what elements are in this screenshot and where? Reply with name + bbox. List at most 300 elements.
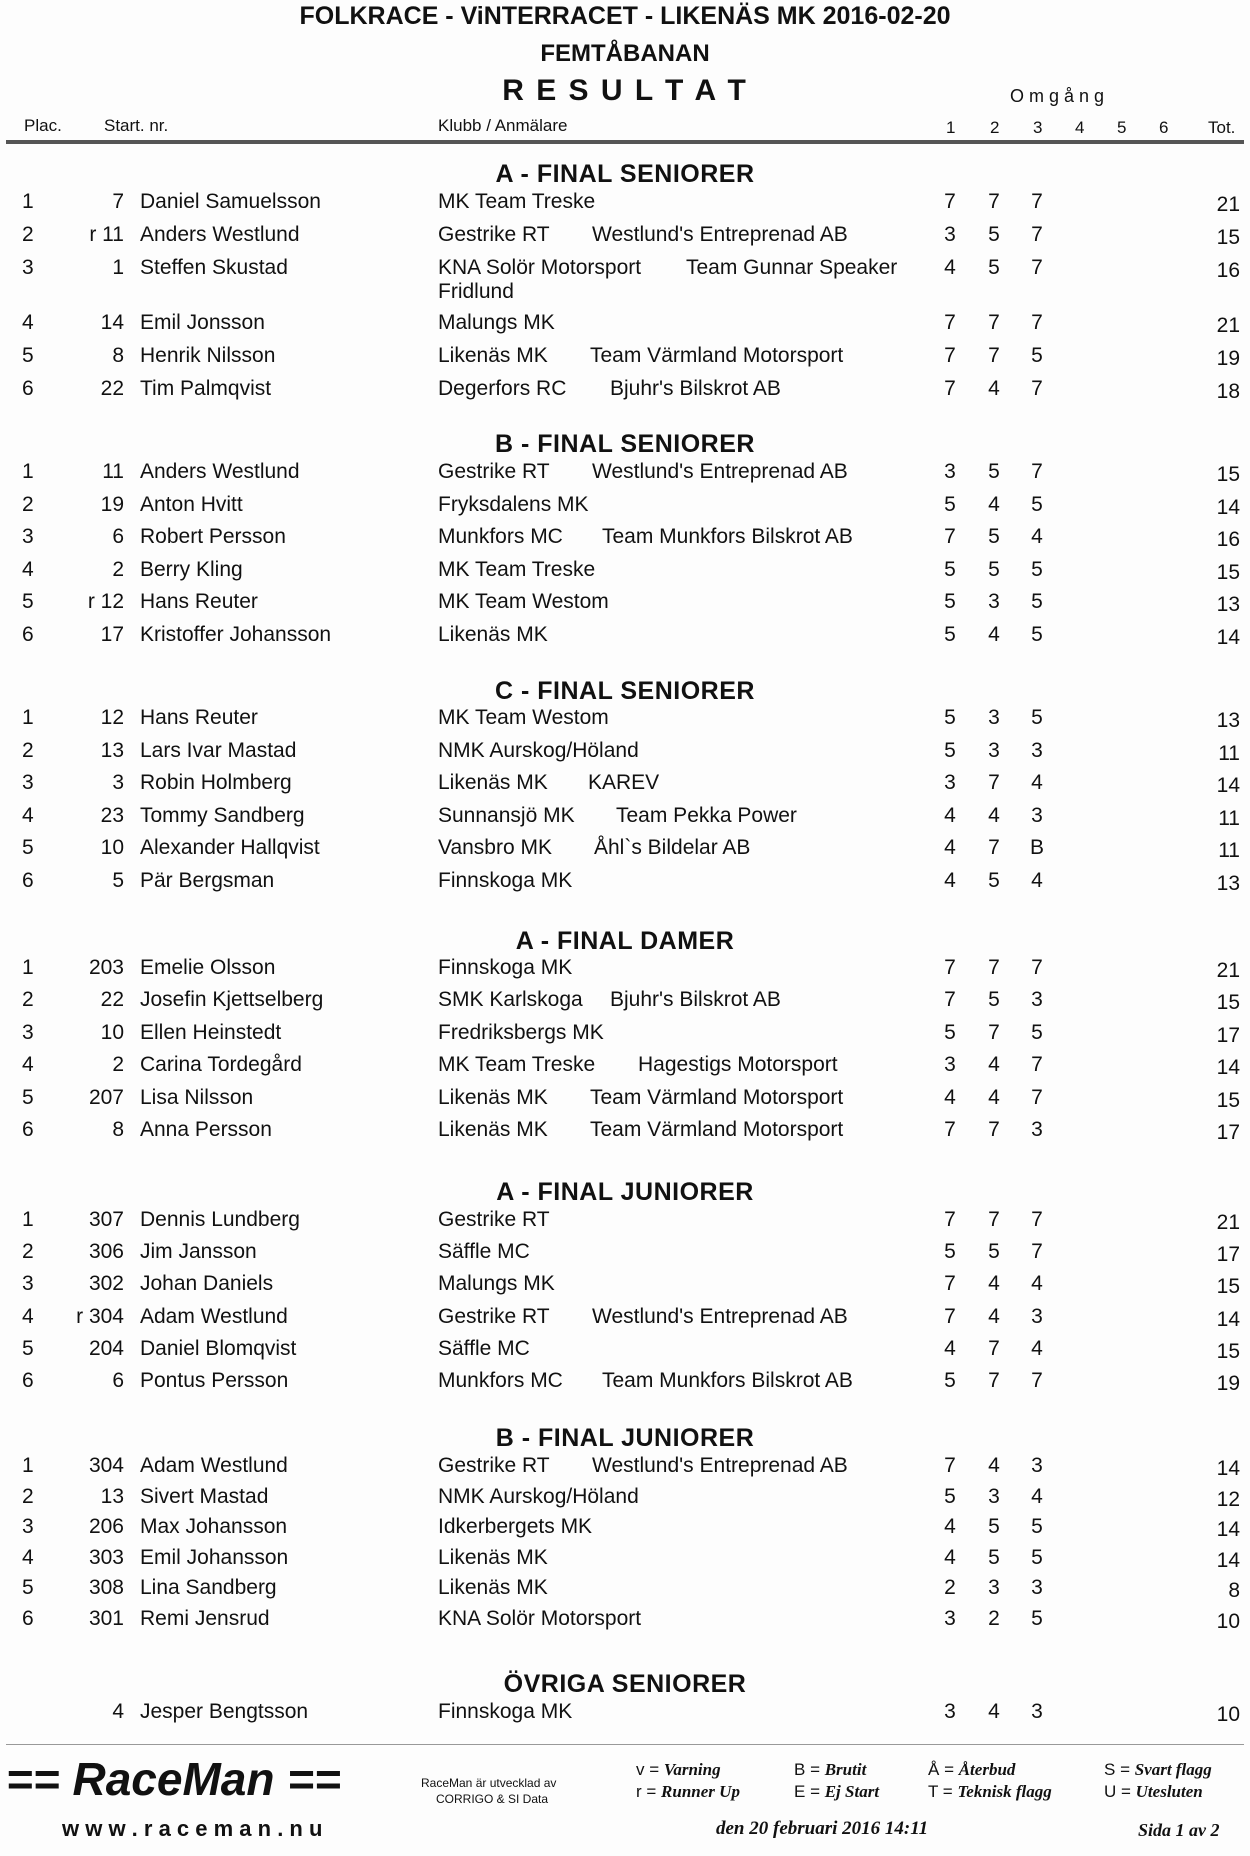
start-number: 306 [88,1240,124,1264]
start-number: 19 [100,492,124,516]
round-3-score: 5 [1031,706,1043,729]
driver-name: Anders Westlund [140,223,300,246]
total-score: 11 [1218,741,1240,765]
legend-svart-flagg: S = Svart flagg [1104,1760,1212,1779]
team-name: Team Munkfors Bilskrot AB [602,525,853,549]
driver-name: Robert Persson [140,525,286,549]
placement: 3 [22,1272,34,1296]
club-name: Finnskoga MK [438,956,573,979]
total-score: 8 [1228,1579,1240,1602]
driver-name: Emelie Olsson [140,956,276,979]
legend-aterbud: Å = Återbud [928,1760,1016,1779]
start-number: 23 [100,803,124,827]
total-score: 14 [1216,774,1240,798]
round-2-score: 7 [988,1118,1000,1141]
col-start: Start. nr. [104,116,169,135]
placement: 6 [22,377,34,400]
club-name: Munkfors MC [438,1369,563,1392]
round-2-score: 4 [988,803,1000,827]
placement: 5 [22,1085,34,1109]
round-2-score: 5 [988,988,1000,1012]
round-1-score: 7 [944,1208,956,1231]
driver-name: Daniel Blomqvist [140,1336,297,1360]
result-row [0,771,1250,801]
total-score: 10 [1216,1609,1240,1633]
round-2-score: 5 [988,1515,1000,1538]
col-total: Tot. [1208,118,1236,137]
start-number: 3 [112,771,124,795]
total-score: 11 [1218,806,1240,830]
club-name: Säffle MC [438,1336,530,1360]
club-name: Sunnansjö MK [438,803,575,827]
placement: 2 [22,223,34,246]
driver-name: Alexander Hallqvist [140,836,320,860]
round-3-score: 3 [1031,1304,1043,1328]
round-3-score: 5 [1031,1020,1043,1044]
result-row [0,256,1250,303]
driver-name: Pär Bergsman [140,869,275,892]
club-name: Degerfors RC [438,377,567,400]
driver-name: Berry Kling [140,557,243,581]
driver-name: Lars Ivar Mastad [140,738,297,762]
total-score: 17 [1216,1243,1240,1267]
round-1-score: 4 [944,256,956,279]
driver-name: Lina Sandberg [140,1576,277,1599]
round-1-score: 7 [944,1454,956,1477]
placement: 4 [22,311,34,334]
start-number: 10 [100,836,124,860]
round-3-score: 7 [1031,460,1043,483]
round-2-score: 4 [988,1454,1000,1477]
placement: 6 [22,623,34,646]
result-row [0,1240,1250,1270]
placement: 6 [22,1369,34,1392]
start-number: 308 [88,1576,124,1599]
placement: 5 [22,836,34,860]
placement: 6 [22,869,34,892]
round-1-score: 5 [944,706,956,729]
driver-name: Robin Holmberg [140,771,292,795]
start-number: 203 [88,956,124,979]
col-club: Klubb / Anmälare [438,116,568,135]
driver-name: Hans Reuter [140,590,258,614]
total-score: 13 [1216,709,1240,732]
developer-line-1: RaceMan är utvecklad av [421,1776,557,1790]
result-row [0,344,1250,374]
result-row [0,590,1250,620]
driver-name: Pontus Persson [140,1369,289,1392]
total-score: 16 [1216,259,1240,282]
driver-name: Jesper Bengtsson [140,1700,309,1723]
start-number: 301 [88,1606,124,1630]
round-2-score: 4 [988,1272,1000,1296]
result-row [0,525,1250,555]
result-row [0,706,1250,736]
result-row [0,1700,1250,1730]
driver-name: Adam Westlund [140,1454,288,1477]
club-name: Likenäs MK [438,623,548,646]
round-2-score: 2 [988,1606,1000,1630]
start-number: 14 [100,311,124,334]
section-heading: ÖVRIGA SENIORER [503,1670,747,1698]
round-3-score: 7 [1031,1085,1043,1109]
driver-name: Kristoffer Johansson [140,623,332,646]
round-3-score: 4 [1031,1484,1043,1508]
start-number: 17 [100,623,124,646]
club-name: Munkfors MC [438,525,563,549]
club-name: KNA Solör Motorsport [438,1606,642,1630]
round-3-score: 4 [1031,1336,1043,1360]
round-2-score: 4 [988,1085,1000,1109]
round-2-score: 5 [988,525,1000,549]
round-1-score: 4 [944,836,956,860]
round-1-score: 5 [944,1240,956,1264]
team-name: Team Munkfors Bilskrot AB [602,1369,853,1392]
placement: 5 [22,590,34,614]
round-1-score: 7 [944,377,956,400]
club-name: Likenäs MK [438,1118,548,1141]
round-3-score: 3 [1031,738,1043,762]
round-1-score: 7 [944,525,956,549]
round-1-score: 5 [944,557,956,581]
driver-name: Tim Palmqvist [140,377,272,400]
club-name: MK Team Westom [438,706,609,729]
result-row [0,1086,1250,1116]
driver-name: Henrik Nilsson [140,344,276,367]
round-2-score: 4 [988,1053,1000,1077]
total-score: 13 [1216,593,1240,617]
round-3-score: 3 [1031,1700,1043,1723]
print-date: den 20 februari 2016 14:11 [716,1818,929,1839]
club-name: Gestrike RT [438,1304,550,1328]
club-name: MK Team Treske [438,190,596,213]
round-2-score: 4 [988,377,1000,400]
placement: 3 [22,256,34,279]
round-2-score: 7 [988,1369,1000,1392]
col-round-1: 1 [946,118,956,137]
team-name: Team Värmland Motorsport [590,1118,844,1141]
round-3-score: 3 [1031,1576,1043,1599]
round-1-score: 7 [944,344,956,367]
total-score: 21 [1216,314,1240,337]
round-1-score: 4 [944,1336,956,1360]
driver-name: Ellen Heinstedt [140,1020,282,1044]
col-round-6: 6 [1159,118,1169,137]
placement: 4 [22,557,34,581]
start-number: 206 [88,1515,124,1538]
start-number: 10 [100,1020,124,1044]
round-1-score: 7 [944,311,956,334]
round-1-score: 5 [944,623,956,646]
driver-name: Carina Tordegård [140,1053,302,1077]
total-score: 18 [1216,380,1240,403]
legend-teknisk-flagg: T = Teknisk flagg [928,1782,1052,1801]
club-name: Likenäs MK [438,1085,548,1109]
start-number: 22 [100,377,124,400]
round-2-score: 7 [988,1336,1000,1360]
driver-name: Emil Johansson [140,1545,289,1569]
club-name: Gestrike RT [438,1208,550,1231]
start-number: 307 [88,1208,124,1231]
round-1-score: 4 [944,803,956,827]
driver-name: Remi Jensrud [140,1606,270,1630]
round-2-score: 7 [988,836,1000,860]
placement: 4 [22,1545,34,1569]
total-score: 17 [1216,1121,1240,1144]
result-row [0,739,1250,769]
placement: 2 [22,1484,34,1508]
result-row [0,988,1250,1018]
total-score: 16 [1216,528,1240,552]
club-name: Gestrike RT [438,460,550,483]
round-3-score: 7 [1031,1208,1043,1231]
club-name: Likenäs MK [438,1576,548,1599]
result-row [0,1546,1250,1576]
start-number: 302 [88,1272,124,1296]
driver-name: Jim Jansson [140,1240,257,1264]
result-row [0,558,1250,588]
placement: 2 [22,492,34,516]
club-name: Idkerbergets MK [438,1515,593,1538]
developer-line-2: CORRIGO & SI Data [436,1792,549,1806]
round-2-score: 5 [988,460,1000,483]
result-row [0,1607,1250,1637]
result-row [0,377,1250,407]
result-row [0,1369,1250,1399]
club-name: Likenäs MK [438,344,548,367]
round-3-score: 5 [1031,590,1043,614]
round-1-score: 4 [944,1515,956,1538]
round-3-score: 7 [1031,223,1043,246]
result-row [0,1272,1250,1302]
team-name: Team Gunnar Speaker [686,256,898,279]
round-3-score: 3 [1031,803,1043,827]
round-3-score: 7 [1031,1240,1043,1264]
total-score: 15 [1216,226,1240,249]
round-1-score: 5 [944,492,956,516]
round-2-score: 3 [988,1484,1000,1508]
round-1-score: 7 [944,956,956,979]
legend-runner-up: r = Runner Up [636,1782,740,1801]
placement: 3 [22,1515,34,1538]
round-3-score: 4 [1031,771,1043,795]
result-row [0,869,1250,899]
round-3-score: 3 [1031,1454,1043,1477]
driver-name: Daniel Samuelsson [140,190,321,213]
round-2-score: 7 [988,956,1000,979]
placement: 1 [22,1454,34,1477]
round-1-score: 3 [944,223,956,246]
round-2-score: 7 [988,771,1000,795]
placement: 6 [22,1606,34,1630]
result-row [0,956,1250,986]
round-3-score: 7 [1031,1053,1043,1077]
total-score: 21 [1216,1211,1240,1234]
round-1-score: 5 [944,738,956,762]
total-score: 14 [1216,1307,1240,1331]
total-score: 19 [1216,1372,1240,1395]
placement: 5 [22,1576,34,1599]
round-2-score: 3 [988,590,1000,614]
driver-name: Anders Westlund [140,460,300,483]
round-2-score: 3 [988,1576,1000,1599]
team-name: Westlund's Entreprenad AB [592,1454,848,1477]
total-score: 14 [1216,495,1240,519]
start-number: 13 [100,1484,124,1508]
start-number: 8 [112,344,124,367]
result-row [0,623,1250,653]
total-score: 10 [1216,1703,1240,1726]
round-1-score: 7 [944,1118,956,1141]
total-score: 15 [1216,1275,1240,1299]
round-3-score: 3 [1031,988,1043,1012]
placement: 3 [22,771,34,795]
total-score: 13 [1216,872,1240,895]
start-number: 304 [88,1454,124,1477]
round-2-score: 7 [988,190,1000,213]
placement: 1 [22,1208,34,1231]
placement: 4 [22,803,34,827]
club-name: SMK Karlskoga [438,988,583,1012]
start-number: r 304 [76,1304,124,1328]
team-name: Team Värmland Motorsport [590,344,844,367]
total-score: 14 [1216,626,1240,649]
driver-name: Tommy Sandberg [140,803,305,827]
round-1-score: 4 [944,869,956,892]
placement: 5 [22,344,34,367]
raceman-url[interactable]: w w w . r a c e m a n . n u [62,1816,323,1841]
club-name: MK Team Treske [438,1053,596,1077]
start-number: 11 [102,460,124,483]
total-score: 14 [1216,1518,1240,1541]
driver-name: Max Johansson [140,1515,288,1538]
placement: 3 [22,525,34,549]
total-score: 15 [1216,991,1240,1015]
round-3-score: 3 [1031,1118,1043,1141]
round-2-score: 7 [988,311,1000,334]
start-number: 207 [88,1085,124,1109]
team-name: Team Värmland Motorsport [590,1085,844,1109]
round-3-score: 4 [1031,869,1043,892]
round-1-score: 3 [944,460,956,483]
section-heading: B - FINAL JUNIORER [495,1424,755,1452]
club-name: Likenäs MK [438,771,548,795]
start-number: 5 [112,869,124,892]
team-name: Bjuhr's Bilskrot AB [610,988,781,1012]
driver-name: Emil Jonsson [140,311,265,334]
start-number: 7 [112,190,124,213]
round-2-score: 3 [988,706,1000,729]
result-row [0,493,1250,523]
round-3-score: 5 [1031,1606,1043,1630]
total-score: 21 [1216,193,1240,216]
round-1-score: 2 [944,1576,956,1599]
round-1-score: 7 [944,1304,956,1328]
round-3-score: 7 [1031,956,1043,979]
result-row [0,1485,1250,1515]
start-number: r 11 [89,223,124,246]
driver-name: Josefin Kjettselberg [140,988,324,1012]
round-3-score: 4 [1031,525,1043,549]
total-score: 15 [1216,560,1240,584]
club-name: NMK Aurskog/Höland [438,1484,639,1508]
placement: 4 [22,1053,34,1077]
result-row [0,1515,1250,1545]
result-row [0,804,1250,834]
footer-rule [6,1744,1244,1745]
result-row [0,1305,1250,1335]
club-name: MK Team Treske [438,557,596,581]
club-name: Gestrike RT [438,223,550,246]
legend-utesluten: U = Utesluten [1104,1782,1203,1801]
round-2-score: 7 [988,1020,1000,1044]
result-row [0,836,1250,866]
total-score: 12 [1216,1487,1240,1511]
start-number: 13 [100,738,124,762]
section-heading: C - FINAL SENIORER [495,677,755,705]
placement: 2 [22,988,34,1012]
start-number: 6 [112,525,124,549]
round-3-score: 5 [1031,344,1043,367]
club-name: Finnskoga MK [438,1700,573,1723]
round-3-score: B [1029,836,1044,860]
round-3-score: 5 [1031,492,1043,516]
driver-name: Adam Westlund [140,1304,288,1328]
result-row [0,311,1250,341]
round-1-score: 3 [944,1606,956,1630]
result-row [0,460,1250,490]
round-1-score: 7 [944,988,956,1012]
club-name: KNA Solör Motorsport [438,256,642,279]
round-2-score: 7 [988,344,1000,367]
round-3-score: 7 [1031,377,1043,400]
section-heading: A - FINAL SENIORER [495,160,755,188]
raceman-logo: == RaceMan == [6,1753,341,1805]
round-1-score: 5 [944,1020,956,1044]
round-1-score: 5 [944,590,956,614]
page-number: Sida 1 av 2 [1138,1820,1220,1840]
round-2-score: 4 [988,1304,1000,1328]
legend-ej-start: E = Ej Start [794,1782,880,1801]
round-3-score: 4 [1031,1272,1043,1296]
start-number: 22 [100,988,124,1012]
round-3-score: 5 [1031,557,1043,581]
start-number: 204 [88,1336,124,1360]
placement: 1 [22,460,34,483]
round-1-score: 3 [944,1700,956,1723]
driver-name: Anna Persson [140,1118,272,1141]
team-name: Hagestigs Motorsport [638,1053,838,1077]
header-rule [6,140,1244,144]
start-number: 6 [112,1369,124,1392]
round-3-score: 7 [1031,311,1043,334]
placement: 4 [22,1304,34,1328]
placement: 6 [22,1118,34,1141]
team-name: Team Pekka Power [616,803,797,827]
team-name: Åhl`s Bildelar AB [594,836,751,860]
track-name: FEMTÅBANAN [540,40,710,67]
round-3-score: 5 [1031,1515,1043,1538]
round-1-score: 5 [944,1369,956,1392]
placement: 5 [22,1336,34,1360]
result-row [0,1208,1250,1238]
club-name: NMK Aurskog/Höland [438,738,639,762]
round-1-score: 4 [944,1545,956,1569]
placement: 2 [22,1240,34,1264]
round-2-score: 3 [988,738,1000,762]
legend-varning: v = Varning [636,1760,721,1779]
driver-name: Steffen Skustad [140,256,288,279]
